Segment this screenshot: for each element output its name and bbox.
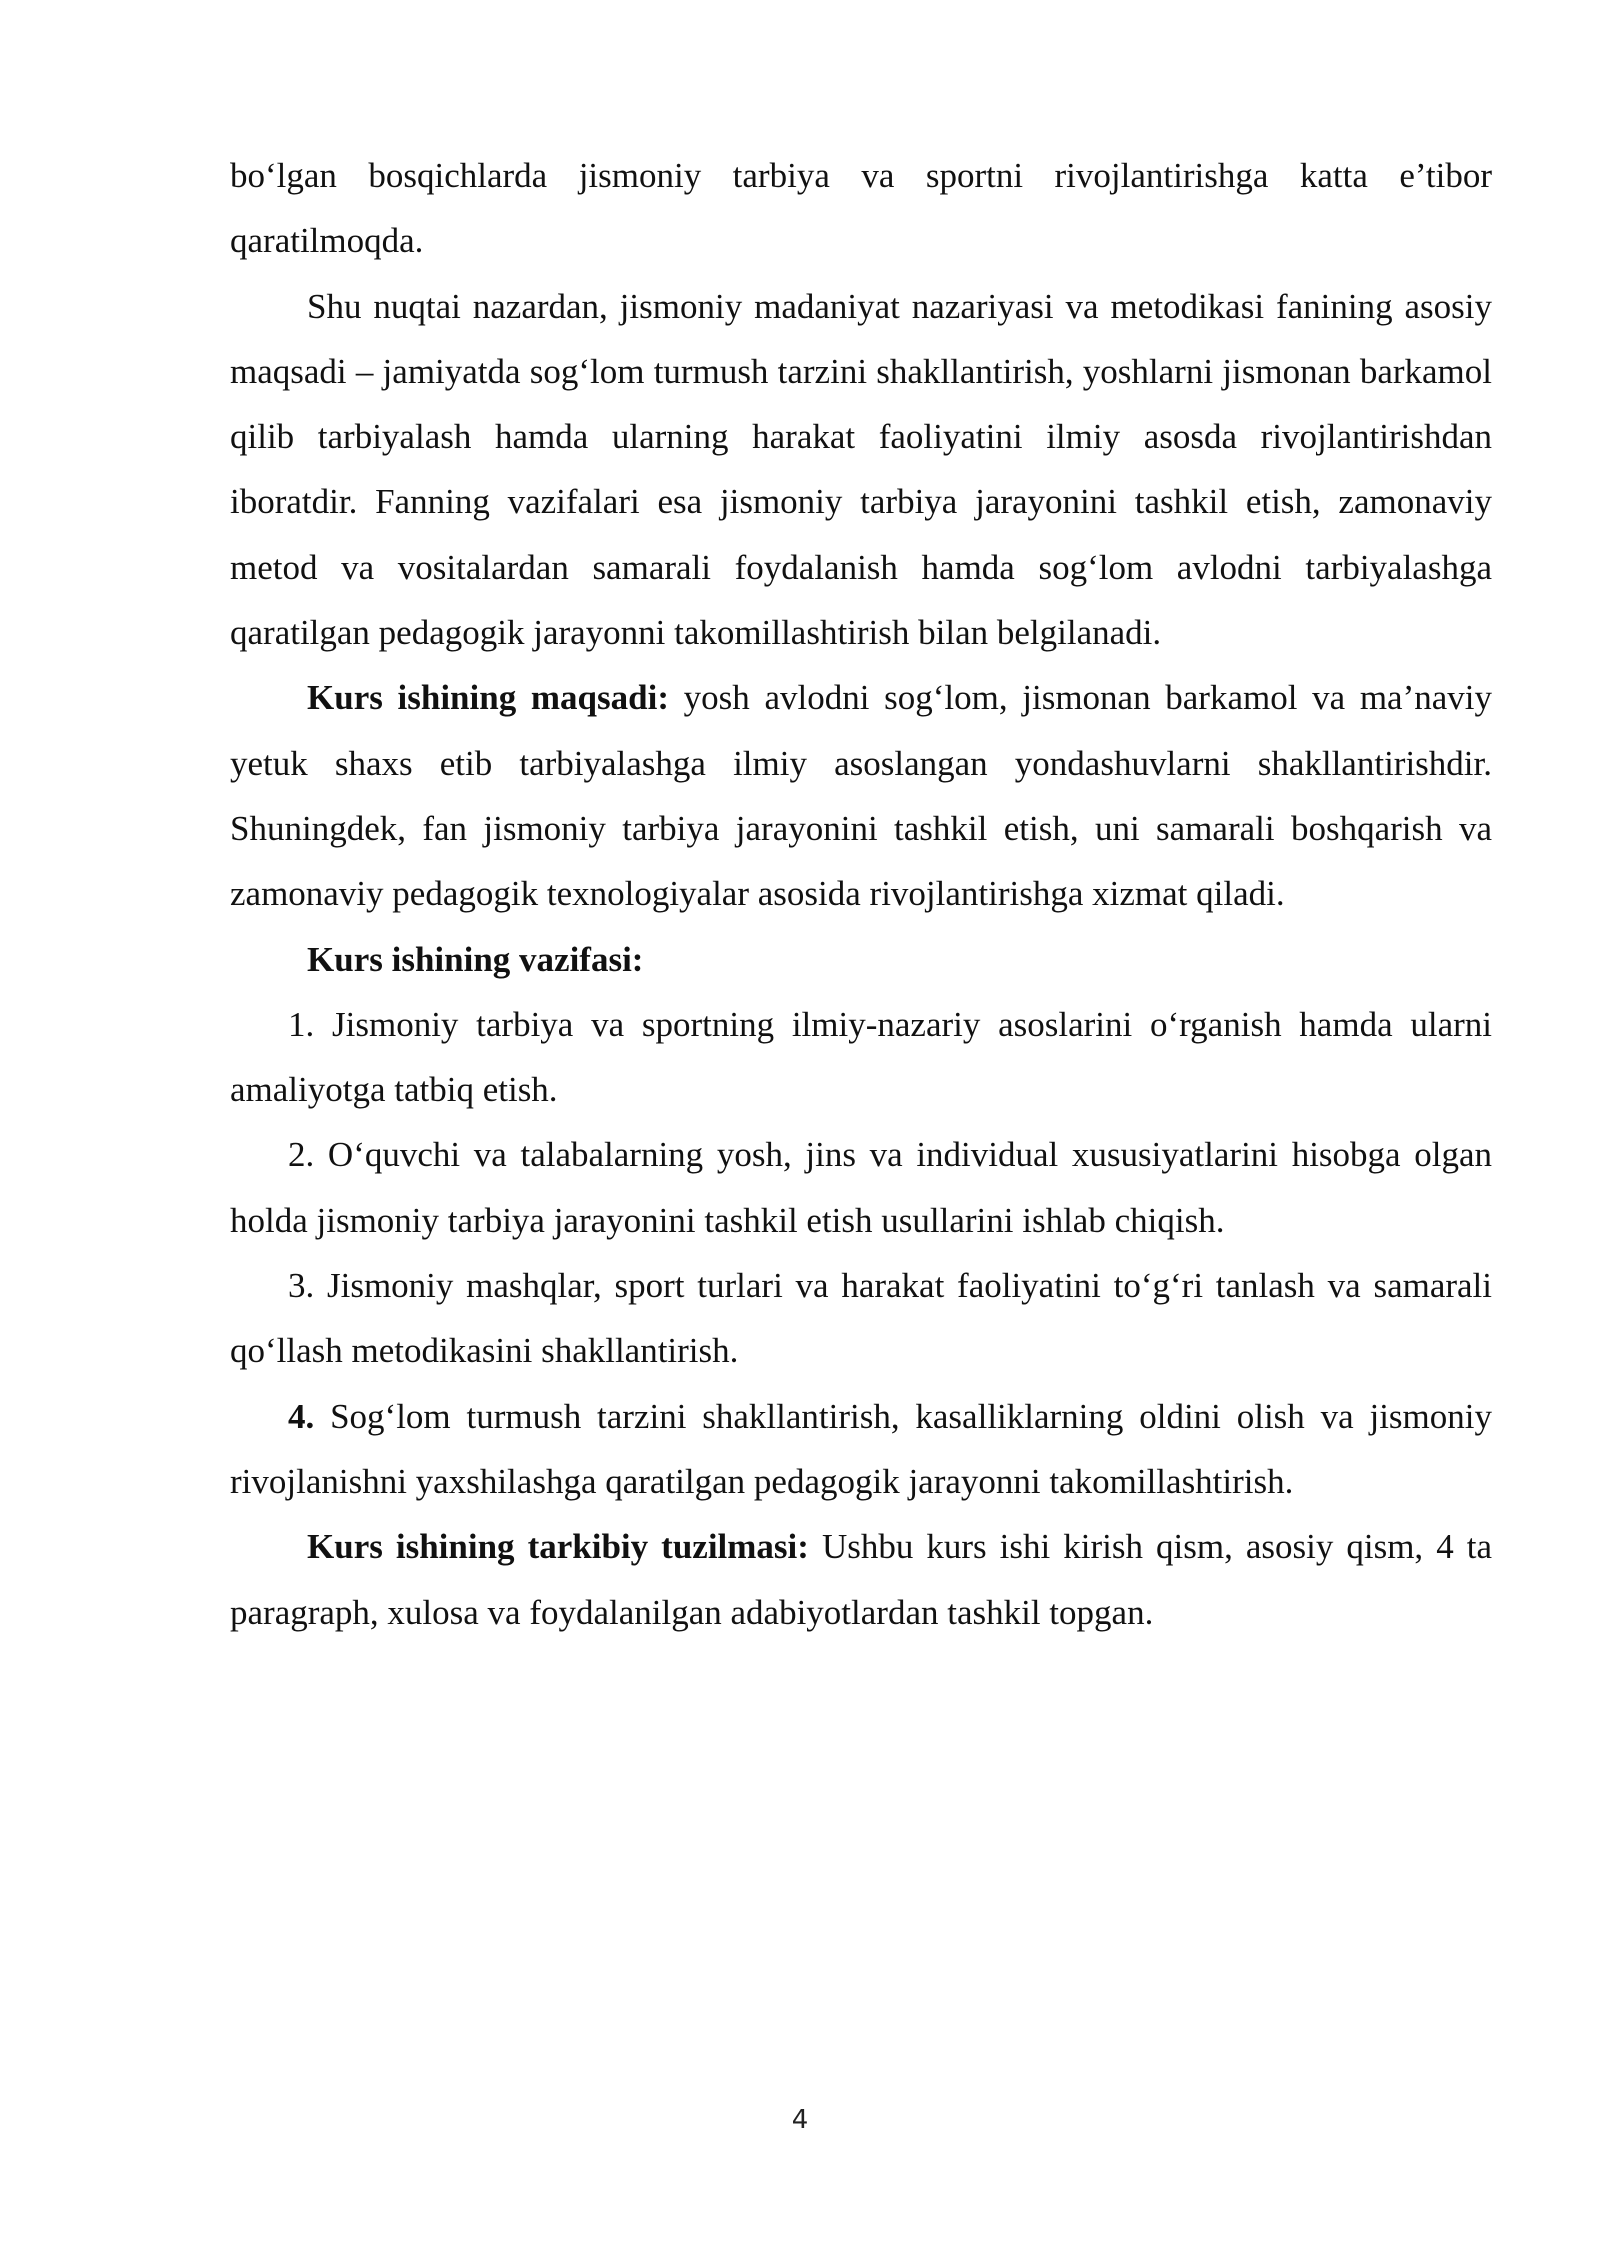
task-number: 2.	[288, 1135, 315, 1175]
course-goal-text: yosh avlodni sog‘lom, jismonan barkamol va ma’naviy yetuk shaxs etib tarbiyalashga ilmiy asoslangan yondashuvlarni shakllantirishdir. Shuningdek, fan jismoniy tarbiya jarayonini tashkil etish, uni samarali boshqarish va zamonaviy pedagogik texnologiyalar asosida rivojlantirishga xizmat qiladi.	[230, 678, 1492, 914]
course-goal-label: Kurs ishining maqsadi:	[307, 678, 669, 718]
task-item-4	[230, 1384, 1492, 1515]
task-text: Jismoniy mashqlar, sport turlari va harakat faoliyatini to‘g‘ri tanlash va samarali qo‘llash metodikasini shakllantirish.	[230, 1266, 1492, 1371]
tasks-heading	[230, 927, 1492, 992]
task-item-1	[230, 992, 1492, 1123]
task-number: 1.	[288, 1004, 315, 1044]
course-structure-label: Kurs ishining tarkibiy tuzilmasi:	[307, 1527, 809, 1567]
page-number: 4	[791, 2105, 809, 2135]
task-text: O‘quvchi va talabalarning yosh, jins va individual xususiyatlarini hisobga olgan holda jismoniy tarbiya jarayonini tashkil etish usullarini ishlab chiqish.	[230, 1135, 1492, 1240]
course-structure-text: Ushbu kurs ishi kirish qism, asosiy qism, 4 ta paragraph, xulosa va foydalanilgan adabiyotlardan tashkil topgan.	[230, 1527, 1492, 1632]
paragraph-course-structure	[230, 1514, 1492, 1645]
task-item-3	[230, 1253, 1492, 1384]
task-number: 4.	[288, 1396, 315, 1436]
paragraph-course-goal	[230, 665, 1492, 926]
task-text: Sog‘lom turmush tarzini shakllantirish, kasalliklarning oldini olish va jismoniy rivojlanishni yaxshilashga qaratilgan pedagogik jarayonni takomillashtirish.	[230, 1396, 1492, 1501]
task-text: Jismoniy tarbiya va sportning ilmiy-nazariy asoslarini o‘rganish hamda ularni amaliyotga tatbiq etish.	[230, 1004, 1492, 1110]
tasks-heading-label: Kurs ishining vazifasi:	[307, 939, 644, 979]
task-number: 3.	[288, 1266, 315, 1306]
task-item-2	[230, 1122, 1492, 1253]
paragraph-intro-continued: bo‘lgan bosqichlarda jismoniy tarbiya va sportni rivojlantirishga katta e’tibor qaratilmoqda.	[230, 156, 1492, 261]
document-page	[230, 143, 1492, 1645]
paragraph-subject-goals: Shu nuqtai nazardan, jismoniy madaniyat nazariyasi va metodikasi fanining asosiy maqsadi – jamiyatda sog‘lom turmush tarzini shakllantirish, yoshlarni jismonan barkamol qilib tarbiyalash hamda ularning harakat faoliyatini ilmiy asosda rivojlantirishdan iboratdir. Fanning vazifalari esa jismoniy tarbiya jarayonini tashkil etish, zamonaviy metod va vositalardan samarali foydalanish hamda sog‘lom avlodni tarbiyalashga qaratilgan pedagogik jarayonni takomillashtirish bilan belgilanadi.	[230, 286, 1492, 653]
